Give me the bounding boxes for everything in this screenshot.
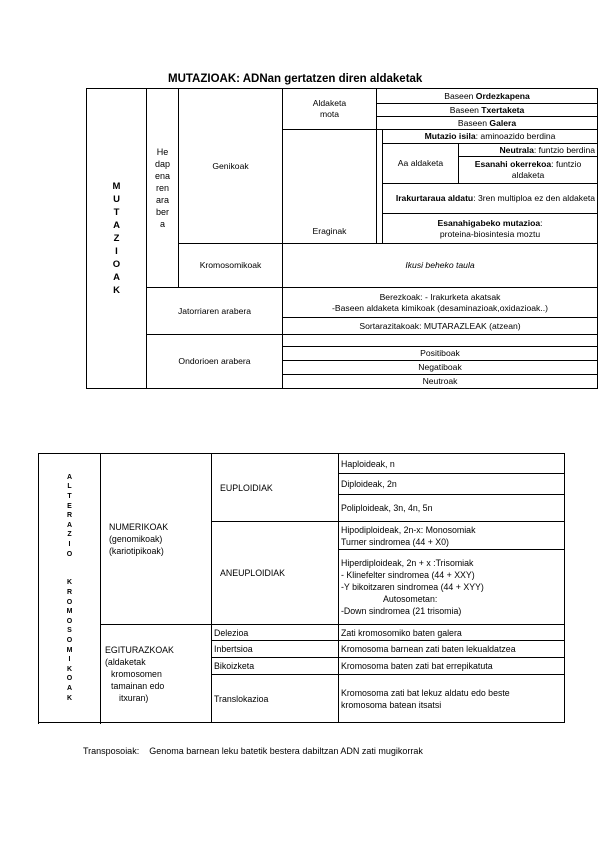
inbertsioa-label: Inbertsioa [212,641,339,658]
bikoizketa-desc: Kromosoma baten zati bat errepikatuta [339,658,565,675]
jatorriaren-label: Jatorriaren arabera [147,288,283,335]
sortarazitakoak-cell: Sortarazitakoak: MUTARAZLEAK (atzean) [283,318,598,335]
genikoak-label: Genikoak [179,89,283,244]
negatiboak-cell: Negatiboak [283,361,598,375]
delezioa-desc: Zati kromosomiko baten galera [339,625,565,641]
hiperdiploideak-cell: Hiperdiploideak, 2n + x :Trisomiak - Klinefelter sindromea (44 + XXY) -Y bikoitzaren sindromea (44 + XYY) Autosometan: -Down sindromea (21 trisomia) [339,550,565,625]
mutazio-isila-cell: Mutazio isila: aminoazido berdina [383,130,598,144]
egiturazkoak-label: EGITURAZKOAK (aldaketak kromosomen tamainan edo itxuran) [101,625,212,723]
irakurtaraua-cell: Irakurtaraua aldatu: 3ren multiploa ez den aldaketa [383,184,598,214]
mutazioak-vertical-label: M U T A Z I O A K [87,89,147,389]
blank-cell [283,335,598,347]
transposoiak-note: Transposoiak: Genoma barnean leku batetik bestera dabiltzan ADN zati mugikorrak [83,746,423,756]
mutations-table [86,88,598,389]
esanahigabeko-cell: Esanahigabeko mutazioa: proteina-biosintesia moztu [383,214,598,244]
bikoizketa-label: Bikoizketa [212,658,339,675]
translokazioa-label: Translokazioa [212,675,339,723]
aldaketa-mota-label: Aldaketa mota [283,89,377,130]
ordezkapena-cell: Baseen Ordezkapena [377,89,598,104]
numerikoak-label: NUMERIKOAK (genomikoak) (kariotipikoak) [101,454,212,625]
diploideak-cell: Diploideak, 2n [339,474,565,495]
poliploideak-cell: Poliploideak, 3n, 4n, 5n [339,495,565,522]
galera-cell: Baseen Galera [377,117,598,130]
hedapena-label: He dap ena ren ara ber a [147,89,179,288]
neutroak-cell: Neutroak [283,375,598,389]
haploideak-cell: Haploideak, n [339,454,565,474]
positiboak-cell: Positiboak [283,347,598,361]
hipodiploideak-cell: Hipodiploideak, 2n-x: Monosomiak Turner sindromea (44 + X0) [339,522,565,550]
kromosomikoak-label: Kromosomikoak [179,244,283,288]
alterazio-kromosomikoak-vertical-label: A L T E R A Z I O K R O M O S O M I K O A K [39,454,101,723]
neutrala-cell: Neutrala: funtzio berdina [459,144,598,157]
euploidiak-label: EUPLOIDIAK [212,454,339,522]
eraginak-label: Eraginak [283,130,377,244]
ikusi-cell: Ikusi beheko taula [283,244,598,288]
page-title: MUTAZIOAK: ADNan gertatzen diren aldaketak [168,73,423,85]
aneuploidiak-label: ANEUPLOIDIAK [212,522,339,625]
ondorioen-label: Ondorioen arabera [147,335,283,389]
aa-aldaketa-label: Aa aldaketa [383,144,459,184]
chromosome-alterations-table [38,453,565,723]
translokazioa-desc: Kromosoma zati bat lekuz aldatu edo beste kromosoma batean itsatsi [339,675,565,723]
inbertsioa-desc: Kromosoma barnean zati baten lekualdatzea [339,641,565,658]
txertaketa-cell: Baseen Txertaketa [377,104,598,117]
delezioa-label: Delezioa [212,625,339,641]
berezkoak-cell: Berezkoak: - Irakurketa akatsak -Baseen aldaketa kimikoak (desaminazioak,oxidazioak..) [283,288,598,318]
esanahi-okerrekoa-cell: Esanahi okerrekoa: funtzio aldaketa [459,157,598,184]
